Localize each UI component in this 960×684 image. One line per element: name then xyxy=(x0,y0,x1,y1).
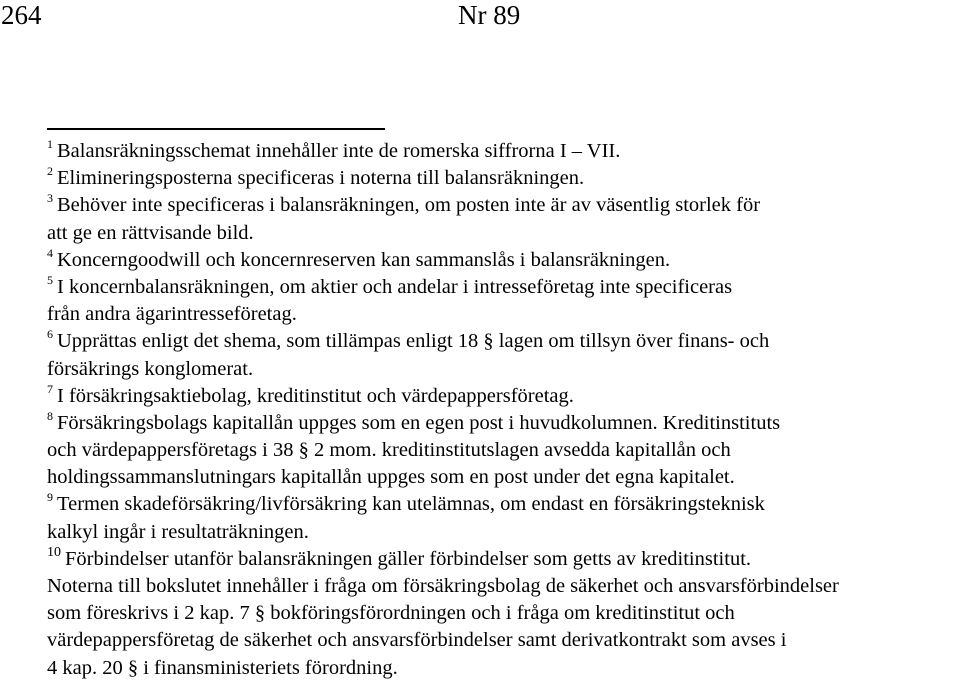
footnote-line xyxy=(47,383,947,410)
footnote-number: 7 xyxy=(47,381,53,396)
footnote-text: Försäkringsbolags kapitallån uppges som en egen post i huvudkolumnen. Kreditinstituts xyxy=(57,411,781,434)
footnote-line: att ge en rättvisande bild. xyxy=(47,221,254,244)
footnote-text: Behöver inte specificeras i balansräkningen, om posten inte är av väsentlig storlek för xyxy=(57,194,761,217)
footnote-text: Upprättas enligt det shema, som tillämpas enligt 18 § lagen om tillsyn över finans- och xyxy=(57,330,770,353)
footnote-line: 4 kap. 20 § i finansministeriets förordning. xyxy=(47,656,398,679)
footnote-line xyxy=(47,165,947,192)
footnote-number: 6 xyxy=(47,327,53,342)
footnote-number: 4 xyxy=(47,245,53,260)
footnote-number: 9 xyxy=(47,490,53,505)
footnote-line: holdingssammanslutningars kapitallån uppges som en post under det egna kapitalet. xyxy=(47,466,735,489)
footnote-number: 8 xyxy=(47,408,53,423)
footnote-line: värdepappersföretag de säkerhet och ansvarsförbindelser samt derivatkontrakt som avses i xyxy=(47,629,787,652)
footnote-10 xyxy=(47,546,947,682)
footnote-text: I försäkringsaktiebolag, kreditinstitut och värdepappersföretag. xyxy=(57,384,574,407)
footnote-line xyxy=(47,410,947,437)
footnote-line xyxy=(47,192,947,219)
footnote-4 xyxy=(47,247,947,274)
footnote-line xyxy=(47,546,947,573)
footnote-number: 2 xyxy=(47,164,53,179)
footnote-line xyxy=(47,138,947,165)
footnote-line: från andra ägarintresseföretag. xyxy=(47,303,297,326)
footnote-5 xyxy=(47,274,947,328)
footnote-line xyxy=(47,491,947,518)
footnote-number: 3 xyxy=(47,191,53,206)
footnote-3 xyxy=(47,192,947,246)
footnote-text: Balansräkningsschemat innehåller inte de romerska siffrorna I – VII. xyxy=(57,140,621,162)
footnote-number: 5 xyxy=(47,272,53,287)
footnote-text: Förbindelser utanför balansräkningen gäller förbindelser som getts av kreditinstitut. xyxy=(65,547,752,570)
footnote-number: 1 xyxy=(47,137,53,151)
footnote-text: Termen skadeförsäkring/livförsäkring kan utelämnas, om endast en försäkringsteknisk xyxy=(57,493,765,516)
series-label: Nr 89 xyxy=(458,0,521,30)
footnote-number: 10 xyxy=(47,544,61,560)
footnote-8 xyxy=(47,410,947,492)
footnote-line: och värdepappersföretags i 38 § 2 mom. kreditinstitutslagen avsedda kapitallån och xyxy=(47,439,731,462)
footnote-7 xyxy=(47,383,947,410)
footnote-line: kalkyl ingår i resultaträkningen. xyxy=(47,520,309,543)
footnote-6 xyxy=(47,328,947,382)
footnote-line xyxy=(47,328,947,355)
footnote-list xyxy=(47,138,947,682)
page-number: 264 xyxy=(1,0,42,30)
footnote-line: som föreskrivs i 2 kap. 7 § bokföringsförordningen och i fråga om kreditinstitut och xyxy=(47,602,735,625)
footnote-1 xyxy=(47,138,947,165)
footnote-line: Noterna till bokslutet innehåller i fråga om försäkringsbolag de säkerhet och ansvarsförbindelser xyxy=(47,575,839,597)
footnote-separator xyxy=(47,128,385,130)
footnote-line: försäkrings konglomerat. xyxy=(47,357,254,380)
footnote-text: Elimineringsposterna specificeras i noterna till balansräkningen. xyxy=(57,167,585,190)
footnote-line xyxy=(47,247,947,274)
footnote-text: Koncerngoodwill och koncernreserven kan sammanslås i balansräkningen. xyxy=(57,248,671,271)
footnote-text: I koncernbalansräkningen, om aktier och andelar i intresseföretag inte specificeras xyxy=(57,275,733,298)
footnote-9 xyxy=(47,491,947,545)
footnote-line xyxy=(47,274,947,301)
footnote-2 xyxy=(47,165,947,192)
